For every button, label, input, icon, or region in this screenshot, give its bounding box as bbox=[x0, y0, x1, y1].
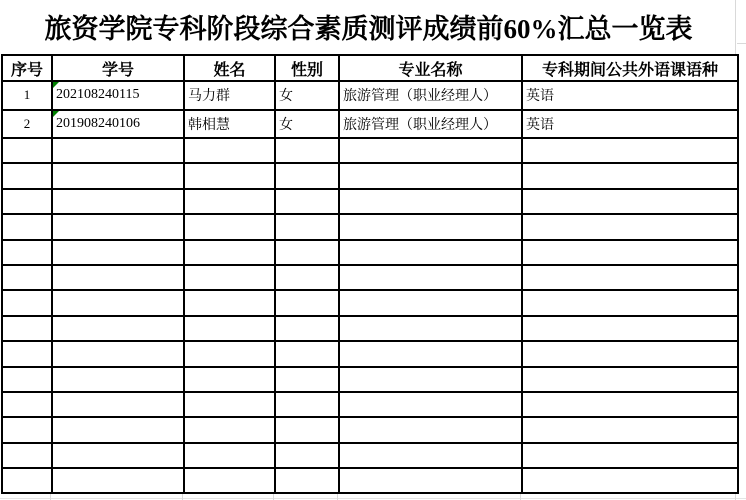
cell-empty[interactable] bbox=[184, 367, 275, 392]
cell-empty[interactable] bbox=[184, 341, 275, 366]
cell-empty[interactable] bbox=[339, 163, 522, 188]
cell-empty[interactable] bbox=[2, 341, 52, 366]
table-row-empty bbox=[2, 316, 738, 341]
cell-name[interactable]: 马力群 bbox=[184, 81, 275, 110]
cell-empty[interactable] bbox=[339, 214, 522, 239]
table-body bbox=[2, 81, 738, 493]
cell-empty[interactable] bbox=[275, 367, 339, 392]
cell-empty[interactable] bbox=[184, 290, 275, 315]
cell-empty[interactable] bbox=[2, 392, 52, 417]
cell-empty[interactable] bbox=[52, 341, 184, 366]
table-row bbox=[2, 110, 738, 139]
table-header-row bbox=[2, 55, 738, 81]
cell-empty[interactable] bbox=[339, 290, 522, 315]
header-gender[interactable]: 性别 bbox=[275, 55, 339, 81]
cell-empty[interactable] bbox=[275, 214, 339, 239]
cell-empty[interactable] bbox=[339, 341, 522, 366]
cell-empty[interactable] bbox=[275, 417, 339, 442]
header-name[interactable]: 姓名 bbox=[184, 55, 275, 81]
cell-empty[interactable] bbox=[522, 367, 738, 392]
text-format-indicator-icon bbox=[53, 111, 59, 117]
table-row-empty bbox=[2, 189, 738, 214]
cell-empty[interactable] bbox=[184, 138, 275, 163]
cell-empty[interactable] bbox=[184, 392, 275, 417]
cell-empty[interactable] bbox=[52, 290, 184, 315]
cell-empty[interactable] bbox=[52, 392, 184, 417]
cell-empty[interactable] bbox=[339, 443, 522, 468]
cell-empty[interactable] bbox=[275, 163, 339, 188]
cell-empty[interactable] bbox=[522, 290, 738, 315]
cell-empty[interactable] bbox=[184, 468, 275, 493]
table-row-empty bbox=[2, 468, 738, 493]
cell-no[interactable]: 2 bbox=[2, 110, 52, 139]
cell-empty[interactable] bbox=[52, 367, 184, 392]
cell-empty[interactable] bbox=[522, 265, 738, 290]
cell-empty[interactable] bbox=[2, 468, 52, 493]
cell-empty[interactable] bbox=[339, 240, 522, 265]
table-row-empty bbox=[2, 138, 738, 163]
cell-empty[interactable] bbox=[52, 417, 184, 442]
cell-empty[interactable] bbox=[275, 392, 339, 417]
cell-empty[interactable] bbox=[52, 240, 184, 265]
cell-empty[interactable] bbox=[275, 240, 339, 265]
cell-gender[interactable]: 女 bbox=[275, 81, 339, 110]
table-row-empty bbox=[2, 214, 738, 239]
cell-major[interactable]: 旅游管理（职业经理人） bbox=[339, 110, 522, 139]
table-row-empty bbox=[2, 240, 738, 265]
excel-gridline bbox=[735, 0, 736, 54]
cell-empty[interactable] bbox=[339, 138, 522, 163]
excel-gridline bbox=[735, 494, 736, 500]
cell-empty[interactable] bbox=[275, 290, 339, 315]
cell-empty[interactable] bbox=[339, 265, 522, 290]
cell-empty[interactable] bbox=[184, 316, 275, 341]
cell-major[interactable]: 旅游管理（职业经理人） bbox=[339, 81, 522, 110]
cell-empty[interactable] bbox=[522, 392, 738, 417]
excel-gridline bbox=[0, 498, 746, 499]
cell-student-id[interactable]: 202108240115 bbox=[52, 81, 184, 110]
cell-empty[interactable] bbox=[522, 240, 738, 265]
cell-empty[interactable] bbox=[184, 265, 275, 290]
cell-empty[interactable] bbox=[52, 316, 184, 341]
table-row-empty bbox=[2, 265, 738, 290]
cell-name[interactable]: 韩相慧 bbox=[184, 110, 275, 139]
cell-empty[interactable] bbox=[2, 443, 52, 468]
cell-empty[interactable] bbox=[522, 138, 738, 163]
cell-empty[interactable] bbox=[2, 367, 52, 392]
cell-empty[interactable] bbox=[522, 417, 738, 442]
cell-empty[interactable] bbox=[2, 265, 52, 290]
cell-empty[interactable] bbox=[275, 468, 339, 493]
cell-empty[interactable] bbox=[184, 240, 275, 265]
cell-empty[interactable] bbox=[184, 163, 275, 188]
excel-gridline bbox=[273, 494, 274, 500]
header-major[interactable]: 专业名称 bbox=[339, 55, 522, 81]
cell-empty[interactable] bbox=[184, 417, 275, 442]
cell-language[interactable]: 英语 bbox=[522, 81, 738, 110]
cell-empty[interactable] bbox=[52, 214, 184, 239]
header-language[interactable]: 专科期间公共外语课语种 bbox=[522, 55, 738, 81]
cell-language[interactable]: 英语 bbox=[522, 110, 738, 139]
cell-empty[interactable] bbox=[2, 417, 52, 442]
excel-gridline bbox=[50, 494, 51, 500]
table-row-empty bbox=[2, 290, 738, 315]
cell-empty[interactable] bbox=[339, 316, 522, 341]
cell-empty[interactable] bbox=[2, 240, 52, 265]
cell-empty[interactable] bbox=[2, 290, 52, 315]
cell-empty[interactable] bbox=[2, 189, 52, 214]
cell-empty[interactable] bbox=[52, 138, 184, 163]
cell-empty[interactable] bbox=[275, 138, 339, 163]
cell-empty[interactable] bbox=[522, 443, 738, 468]
cell-empty[interactable] bbox=[52, 163, 184, 188]
cell-empty[interactable] bbox=[184, 443, 275, 468]
cell-empty[interactable] bbox=[275, 443, 339, 468]
cell-empty[interactable] bbox=[275, 316, 339, 341]
table-row-empty bbox=[2, 163, 738, 188]
table-row-empty bbox=[2, 443, 738, 468]
cell-empty[interactable] bbox=[522, 214, 738, 239]
cell-empty[interactable] bbox=[522, 163, 738, 188]
cell-empty[interactable] bbox=[2, 214, 52, 239]
table-row-empty bbox=[2, 367, 738, 392]
cell-empty[interactable] bbox=[52, 468, 184, 493]
cell-student-id[interactable]: 201908240106 bbox=[52, 110, 184, 139]
cell-empty[interactable] bbox=[275, 189, 339, 214]
table-row-empty bbox=[2, 392, 738, 417]
cell-empty[interactable] bbox=[339, 468, 522, 493]
cell-empty[interactable] bbox=[522, 468, 738, 493]
table-row-empty bbox=[2, 417, 738, 442]
cell-empty[interactable] bbox=[522, 316, 738, 341]
excel-gridline bbox=[520, 494, 521, 500]
page-title: 旅资学院专科阶段综合素质测评成绩前60%汇总一览表 bbox=[44, 14, 693, 44]
excel-gridline bbox=[737, 43, 746, 44]
cell-empty[interactable] bbox=[52, 189, 184, 214]
text-format-indicator-icon bbox=[53, 82, 59, 88]
cell-empty[interactable] bbox=[339, 189, 522, 214]
cell-empty[interactable] bbox=[184, 189, 275, 214]
cell-empty[interactable] bbox=[275, 265, 339, 290]
cell-empty[interactable] bbox=[52, 265, 184, 290]
header-student-id[interactable]: 学号 bbox=[52, 55, 184, 81]
cell-empty[interactable] bbox=[339, 392, 522, 417]
cell-empty[interactable] bbox=[339, 367, 522, 392]
cell-empty[interactable] bbox=[2, 316, 52, 341]
cell-empty[interactable] bbox=[339, 417, 522, 442]
cell-no[interactable]: 1 bbox=[2, 81, 52, 110]
excel-gridline bbox=[182, 494, 183, 500]
cell-empty[interactable] bbox=[184, 214, 275, 239]
cell-empty[interactable] bbox=[2, 163, 52, 188]
cell-empty[interactable] bbox=[522, 341, 738, 366]
summary-table bbox=[1, 54, 739, 494]
cell-empty[interactable] bbox=[2, 138, 52, 163]
table-row-empty bbox=[2, 341, 738, 366]
cell-empty[interactable] bbox=[275, 341, 339, 366]
cell-gender[interactable]: 女 bbox=[275, 110, 339, 139]
cell-empty[interactable] bbox=[52, 443, 184, 468]
header-no[interactable]: 序号 bbox=[2, 55, 52, 81]
excel-gridline bbox=[337, 494, 338, 500]
cell-empty[interactable] bbox=[522, 189, 738, 214]
table-row bbox=[2, 81, 738, 110]
